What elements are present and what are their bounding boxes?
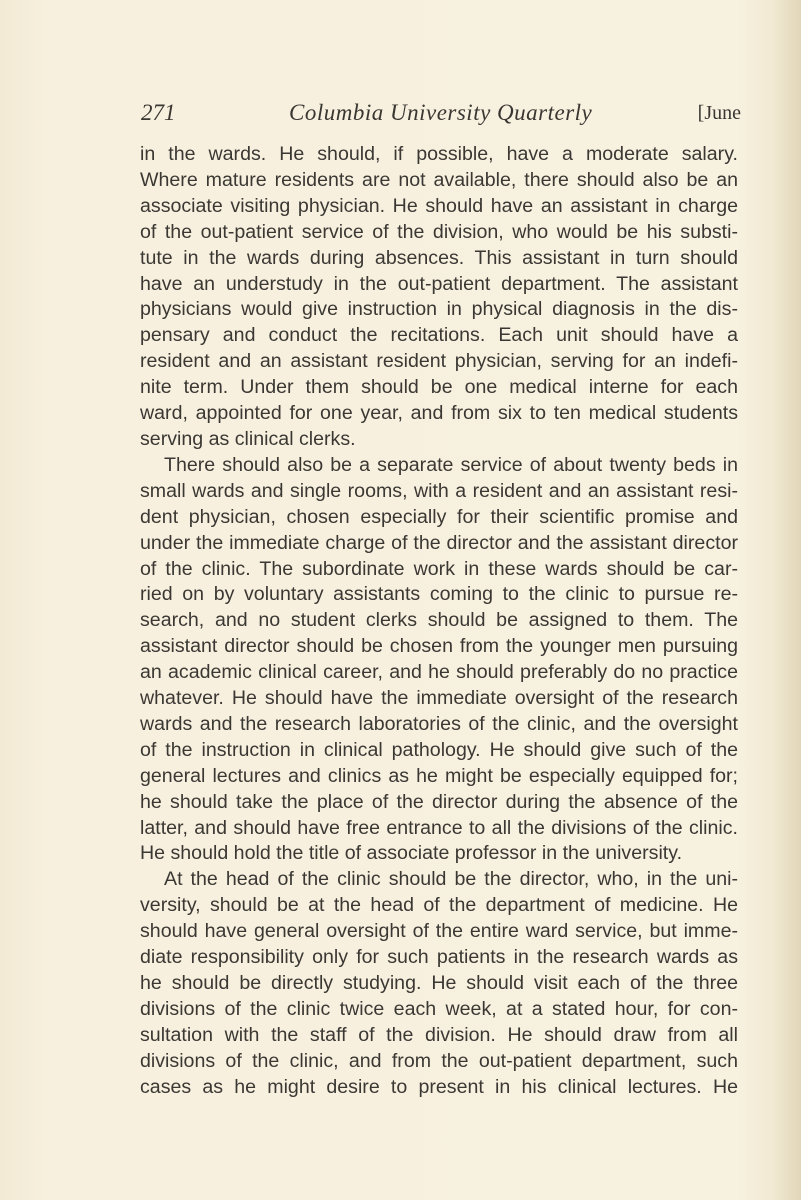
text-line: divisions of the clinic twice each week, at a stated hour, for con- bbox=[140, 997, 738, 1020]
text-line: physicians would give instruction in physical diagnosis in the dis- bbox=[140, 298, 738, 321]
text-line: he should take the place of the director during the absence of the bbox=[140, 790, 738, 813]
text-line: of the instruction in clinical pathology. He should give such of the bbox=[140, 738, 738, 761]
text-line: ward, appointed for one year, and from six to ten medical students bbox=[140, 402, 738, 425]
text-line: search, and no student clerks should be assigned to them. The bbox=[140, 609, 738, 632]
text-line: have an understudy in the out-patient department. The assistant bbox=[140, 272, 738, 295]
text-line: general lectures and clinics as he might be especially equipped for; bbox=[140, 764, 738, 787]
text-line: assistant director should be chosen from the younger men pursuing bbox=[140, 635, 738, 658]
text-line: sultation with the staff of the division. He should draw from all bbox=[140, 1023, 738, 1046]
text-line: There should also be a separate service of about twenty beds in bbox=[164, 453, 738, 476]
text-line: Where mature residents are not available, there should also be an bbox=[140, 168, 738, 191]
text-line: associate visiting physician. He should have an assistant in charge bbox=[140, 194, 738, 217]
journal-title: Columbia University Quarterly bbox=[289, 100, 593, 125]
page-edge-shadow bbox=[773, 0, 801, 1200]
body-text bbox=[140, 142, 738, 1101]
text-line: should have general oversight of the entire ward service, but imme- bbox=[140, 920, 738, 943]
page-number: 271 bbox=[141, 100, 176, 125]
text-line: resident and an assistant resident physician, serving for an indefi- bbox=[140, 350, 738, 373]
text-line: dent physician, chosen especially for their scientific promise and bbox=[140, 505, 738, 528]
text-line: He should hold the title of associate professor in the university. bbox=[140, 842, 683, 865]
text-line: versity, should be at the head of the department of medicine. He bbox=[140, 894, 738, 917]
text-line: ried on by voluntary assistants coming to the clinic to pursue re- bbox=[140, 583, 738, 606]
text-line: an academic clinical career, and he should preferably do no practice bbox=[140, 661, 738, 684]
text-line: latter, and should have free entrance to all the divisions of the clinic. bbox=[140, 816, 738, 839]
text-line: wards and the research laboratories of the clinic, and the oversight bbox=[140, 712, 738, 735]
running-head bbox=[141, 100, 741, 130]
text-line: he should be directly studying. He should visit each of the three bbox=[140, 972, 738, 994]
text-line: nite term. Under them should be one medical interne for each bbox=[140, 376, 738, 399]
text-line: small wards and single rooms, with a resident and an assistant resi- bbox=[140, 479, 738, 502]
text-line: At the head of the clinic should be the director, who, in the uni- bbox=[164, 868, 738, 891]
issue-label: [June bbox=[697, 102, 741, 124]
text-line: pensary and conduct the recitations. Each unit should have a bbox=[140, 324, 738, 347]
text-line: whatever. He should have the immediate oversight of the research bbox=[140, 687, 738, 710]
text-line: tute in the wards during absences. This assistant in turn should bbox=[140, 246, 738, 269]
text-line: of the out-patient service of the division, who would be his substi- bbox=[140, 220, 738, 243]
text-line: cases as he might desire to present in his clinical lectures. He bbox=[140, 1075, 738, 1098]
text-line: of the clinic. The subordinate work in these wards should be car- bbox=[140, 557, 738, 580]
text-line: diate responsibility only for such patients in the research wards as bbox=[140, 946, 738, 969]
text-line: serving as clinical clerks. bbox=[140, 427, 356, 450]
text-line: under the immediate charge of the director and the assistant director bbox=[140, 531, 738, 554]
text-line: in the wards. He should, if possible, have a moderate salary. bbox=[140, 143, 738, 165]
text-line: divisions of the clinic, and from the out-patient department, such bbox=[140, 1049, 738, 1072]
